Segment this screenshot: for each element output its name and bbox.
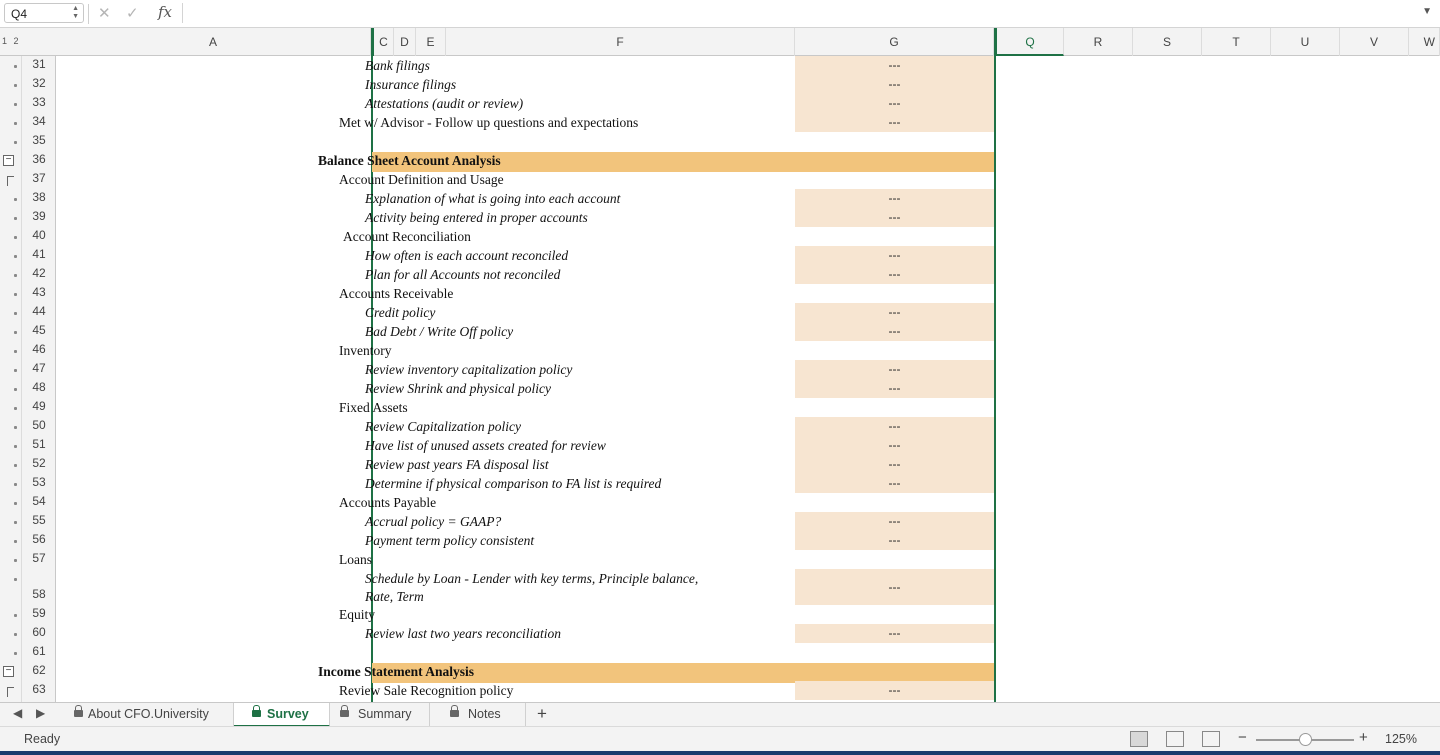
sheet-tab-summary[interactable] — [334, 703, 430, 727]
column-header-e[interactable]: E — [416, 28, 446, 56]
outline-dot — [14, 84, 17, 87]
row-header[interactable]: 55 — [32, 513, 46, 527]
sheet-tabs-bar — [0, 702, 1440, 726]
response-value: --- — [888, 626, 901, 640]
outline-dot — [14, 652, 17, 655]
row-header[interactable]: 62 — [32, 663, 46, 677]
insert-function-icon[interactable]: fx — [158, 3, 173, 21]
response-value: --- — [888, 77, 901, 91]
response-value: --- — [888, 267, 901, 281]
sheet-tab-label: Summary — [358, 707, 412, 721]
checklist-item: Insurance filings — [365, 77, 457, 92]
checklist-item-continued: Rate, Term — [365, 589, 424, 604]
row-header[interactable]: 58 — [32, 587, 46, 601]
name-box-value: Q4 — [11, 7, 28, 21]
row-header[interactable]: 48 — [32, 380, 46, 394]
row-header[interactable]: 35 — [32, 133, 46, 147]
response-value: --- — [888, 305, 901, 319]
status-bar — [0, 726, 1440, 751]
row-header[interactable]: 52 — [32, 456, 46, 470]
response-value: --- — [888, 248, 901, 262]
section-title: Income Statement Analysis — [318, 664, 474, 679]
row-header[interactable]: 38 — [32, 190, 46, 204]
column-header-w[interactable]: W — [1409, 28, 1440, 56]
zoom-slider-thumb[interactable] — [1299, 733, 1312, 746]
response-value: --- — [888, 324, 901, 338]
column-header-d[interactable]: D — [394, 28, 416, 56]
next-sheet-icon[interactable]: ▶ — [36, 706, 46, 720]
row-header[interactable]: 60 — [32, 625, 46, 639]
row-header[interactable]: 53 — [32, 475, 46, 489]
row-header[interactable]: 50 — [32, 418, 46, 432]
checklist-item: Plan for all Accounts not reconciled — [365, 267, 561, 282]
response-value: --- — [888, 96, 901, 110]
outline-dot — [14, 331, 17, 334]
outline-dot — [14, 521, 17, 524]
checklist-item: Determine if physical comparison to FA list is required — [365, 476, 662, 491]
column-header-t[interactable]: T — [1202, 28, 1271, 56]
response-value: --- — [888, 533, 901, 547]
formula-bar-divider — [88, 4, 89, 24]
outline-dot — [14, 103, 17, 106]
name-box[interactable] — [4, 3, 84, 23]
checklist-item: Bad Debt / Write Off policy — [365, 324, 514, 339]
outline-dot — [14, 502, 17, 505]
outline-dot — [14, 633, 17, 636]
cancel-x-icon[interactable]: ✕ — [98, 5, 111, 22]
expand-formula-bar-icon[interactable]: ▼ — [1422, 6, 1432, 17]
response-value: --- — [888, 191, 901, 205]
outline-dot — [14, 426, 17, 429]
normal-view-icon[interactable] — [1130, 731, 1148, 747]
row-header[interactable]: 41 — [32, 247, 46, 261]
formula-input[interactable] — [182, 3, 1412, 23]
outline-dot — [14, 217, 17, 220]
previous-sheet-icon[interactable]: ◀ — [13, 706, 23, 720]
column-header-c[interactable]: C — [374, 28, 394, 56]
row-header[interactable]: 34 — [32, 114, 46, 128]
column-header-q[interactable]: Q — [997, 28, 1064, 56]
outline-level-buttons[interactable]: 1 2 — [2, 36, 21, 46]
outline-dot — [14, 122, 17, 125]
window-bottom-edge — [0, 751, 1440, 755]
add-sheet-button[interactable]: + — [537, 704, 547, 723]
checklist-item: Review Shrink and physical policy — [365, 381, 551, 396]
outline-dot — [14, 274, 17, 277]
response-value: --- — [888, 579, 901, 594]
checklist-item: Review Sale Recognition policy — [339, 683, 514, 698]
response-value: --- — [888, 438, 901, 452]
response-value: --- — [888, 457, 901, 471]
sheet-tab-survey[interactable] — [234, 703, 330, 727]
sheet-tab-about[interactable] — [68, 703, 234, 727]
row-header[interactable]: 47 — [32, 361, 46, 375]
checklist-item: Accrual policy = GAAP? — [365, 514, 502, 529]
zoom-level: 125% — [1385, 732, 1417, 746]
checklist-item: Account Reconciliation — [343, 229, 471, 244]
row-header[interactable]: 46 — [32, 342, 46, 356]
response-value: --- — [888, 683, 901, 697]
row-header[interactable]: 61 — [32, 644, 46, 658]
outline-dot — [14, 312, 17, 315]
column-headers — [0, 28, 1440, 56]
response-value: --- — [888, 476, 901, 490]
outline-dot — [14, 350, 17, 353]
row-header[interactable]: 31 — [32, 57, 46, 71]
response-value: --- — [888, 362, 901, 376]
outline-dot — [14, 578, 17, 581]
checklist-item: Review last two years reconciliation — [365, 626, 561, 641]
row-header[interactable]: 42 — [32, 266, 46, 280]
row-header[interactable]: 57 — [32, 551, 46, 565]
row-header[interactable]: 32 — [32, 76, 46, 90]
sheet-tab-label: Notes — [468, 707, 501, 721]
outline-dot — [14, 483, 17, 486]
column-header-s[interactable]: S — [1133, 28, 1202, 56]
response-value: --- — [888, 381, 901, 395]
checklist-item: Explanation of what is going into each account — [365, 191, 621, 206]
lock-icon — [340, 710, 349, 717]
outline-dot — [14, 141, 17, 144]
checklist-item: Accounts Receivable — [339, 286, 454, 301]
checklist-item: Have list of unused assets created for review — [365, 438, 606, 453]
zoom-out-button[interactable]: − — [1238, 729, 1247, 746]
page-layout-view-icon[interactable] — [1166, 731, 1184, 747]
checklist-item: Loans — [339, 552, 372, 567]
outline-dot — [14, 198, 17, 201]
outline-dot — [14, 614, 17, 617]
row-header[interactable]: 37 — [32, 171, 46, 185]
outline-dot — [14, 407, 17, 410]
row-header[interactable]: 39 — [32, 209, 46, 223]
row-header[interactable]: 54 — [32, 494, 46, 508]
checklist-item: Accounts Payable — [339, 495, 437, 510]
checklist-item: Payment term policy consistent — [365, 533, 535, 548]
lock-icon — [252, 710, 261, 717]
outline-dot — [14, 65, 17, 68]
group-bracket — [7, 687, 14, 697]
row-header[interactable]: 45 — [32, 323, 46, 337]
response-value: --- — [888, 514, 901, 528]
row-header[interactable]: 36 — [32, 152, 46, 166]
checklist-item: Review inventory capitalization policy — [365, 362, 573, 377]
lock-icon — [74, 710, 83, 717]
checklist-item: How often is each account reconciled — [365, 248, 569, 263]
formula-bar — [0, 0, 1440, 28]
outline-dot — [14, 293, 17, 296]
checklist-item: Schedule by Loan - Lender with key terms, Principle balance, — [365, 571, 699, 586]
row-header[interactable]: 56 — [32, 532, 46, 546]
checklist-item: Bank filings — [365, 58, 430, 73]
row-header[interactable]: 59 — [32, 606, 46, 620]
outline-dot — [14, 445, 17, 448]
status-text: Ready — [24, 732, 61, 746]
checklist-item: Equity — [339, 607, 375, 622]
row-header[interactable]: 40 — [32, 228, 46, 242]
outline-dot — [14, 236, 17, 239]
sheet-tab-notes[interactable] — [444, 703, 526, 727]
enter-check-icon[interactable]: ✓ — [126, 5, 139, 22]
row-header[interactable]: 49 — [32, 399, 46, 413]
row-header[interactable]: 44 — [32, 304, 46, 318]
response-value: --- — [888, 58, 901, 72]
outline-dot — [14, 255, 17, 258]
response-value: --- — [888, 115, 901, 129]
checklist-item: Met w/ Advisor - Follow up questions and expectations — [339, 115, 639, 130]
column-header-v[interactable]: V — [1340, 28, 1409, 56]
checklist-item: Review Capitalization policy — [365, 419, 521, 434]
lock-icon — [450, 710, 459, 717]
section-title: Balance Sheet Account Analysis — [318, 153, 501, 168]
column-header-a[interactable]: A — [56, 28, 371, 56]
checklist-item: Account Definition and Usage — [339, 172, 504, 187]
collapse-group-icon[interactable]: − — [3, 155, 14, 166]
column-header-g[interactable]: G — [795, 28, 994, 56]
column-header-f[interactable]: F — [446, 28, 795, 56]
checklist-item: Attestations (audit or review) — [365, 96, 524, 111]
response-value: --- — [888, 419, 901, 433]
sheet-tab-label: Survey — [267, 707, 309, 721]
outline-dot — [14, 559, 17, 562]
page-break-view-icon[interactable] — [1202, 731, 1220, 747]
outline-dot — [14, 464, 17, 467]
checklist-item: Fixed Assets — [339, 400, 408, 415]
row-header[interactable]: 43 — [32, 285, 46, 299]
checklist-item: Activity being entered in proper accounts — [365, 210, 588, 225]
row-header[interactable]: 63 — [32, 682, 46, 696]
sheet-grid[interactable] — [56, 56, 1440, 702]
collapse-group-icon[interactable]: − — [3, 666, 14, 677]
row-header[interactable]: 33 — [32, 95, 46, 109]
name-box-dropdown-icon[interactable]: ▲ ▼ — [72, 5, 79, 20]
freeze-pane-line — [371, 28, 374, 56]
column-header-r[interactable]: R — [1064, 28, 1133, 56]
zoom-in-button[interactable]: + — [1359, 729, 1368, 746]
response-value: --- — [888, 210, 901, 224]
outline-dot — [14, 369, 17, 372]
freeze-pane-line — [994, 28, 997, 56]
group-bracket — [7, 176, 14, 186]
sheet-tab-label: About CFO.University — [88, 707, 209, 721]
checklist-item: Inventory — [339, 343, 392, 358]
column-header-u[interactable]: U — [1271, 28, 1340, 56]
checklist-item: Credit policy — [365, 305, 436, 320]
outline-gutter — [0, 56, 22, 702]
row-header[interactable]: 51 — [32, 437, 46, 451]
checklist-item: Review past years FA disposal list — [365, 457, 549, 472]
freeze-divider — [994, 56, 996, 702]
outline-dot — [14, 540, 17, 543]
outline-dot — [14, 388, 17, 391]
